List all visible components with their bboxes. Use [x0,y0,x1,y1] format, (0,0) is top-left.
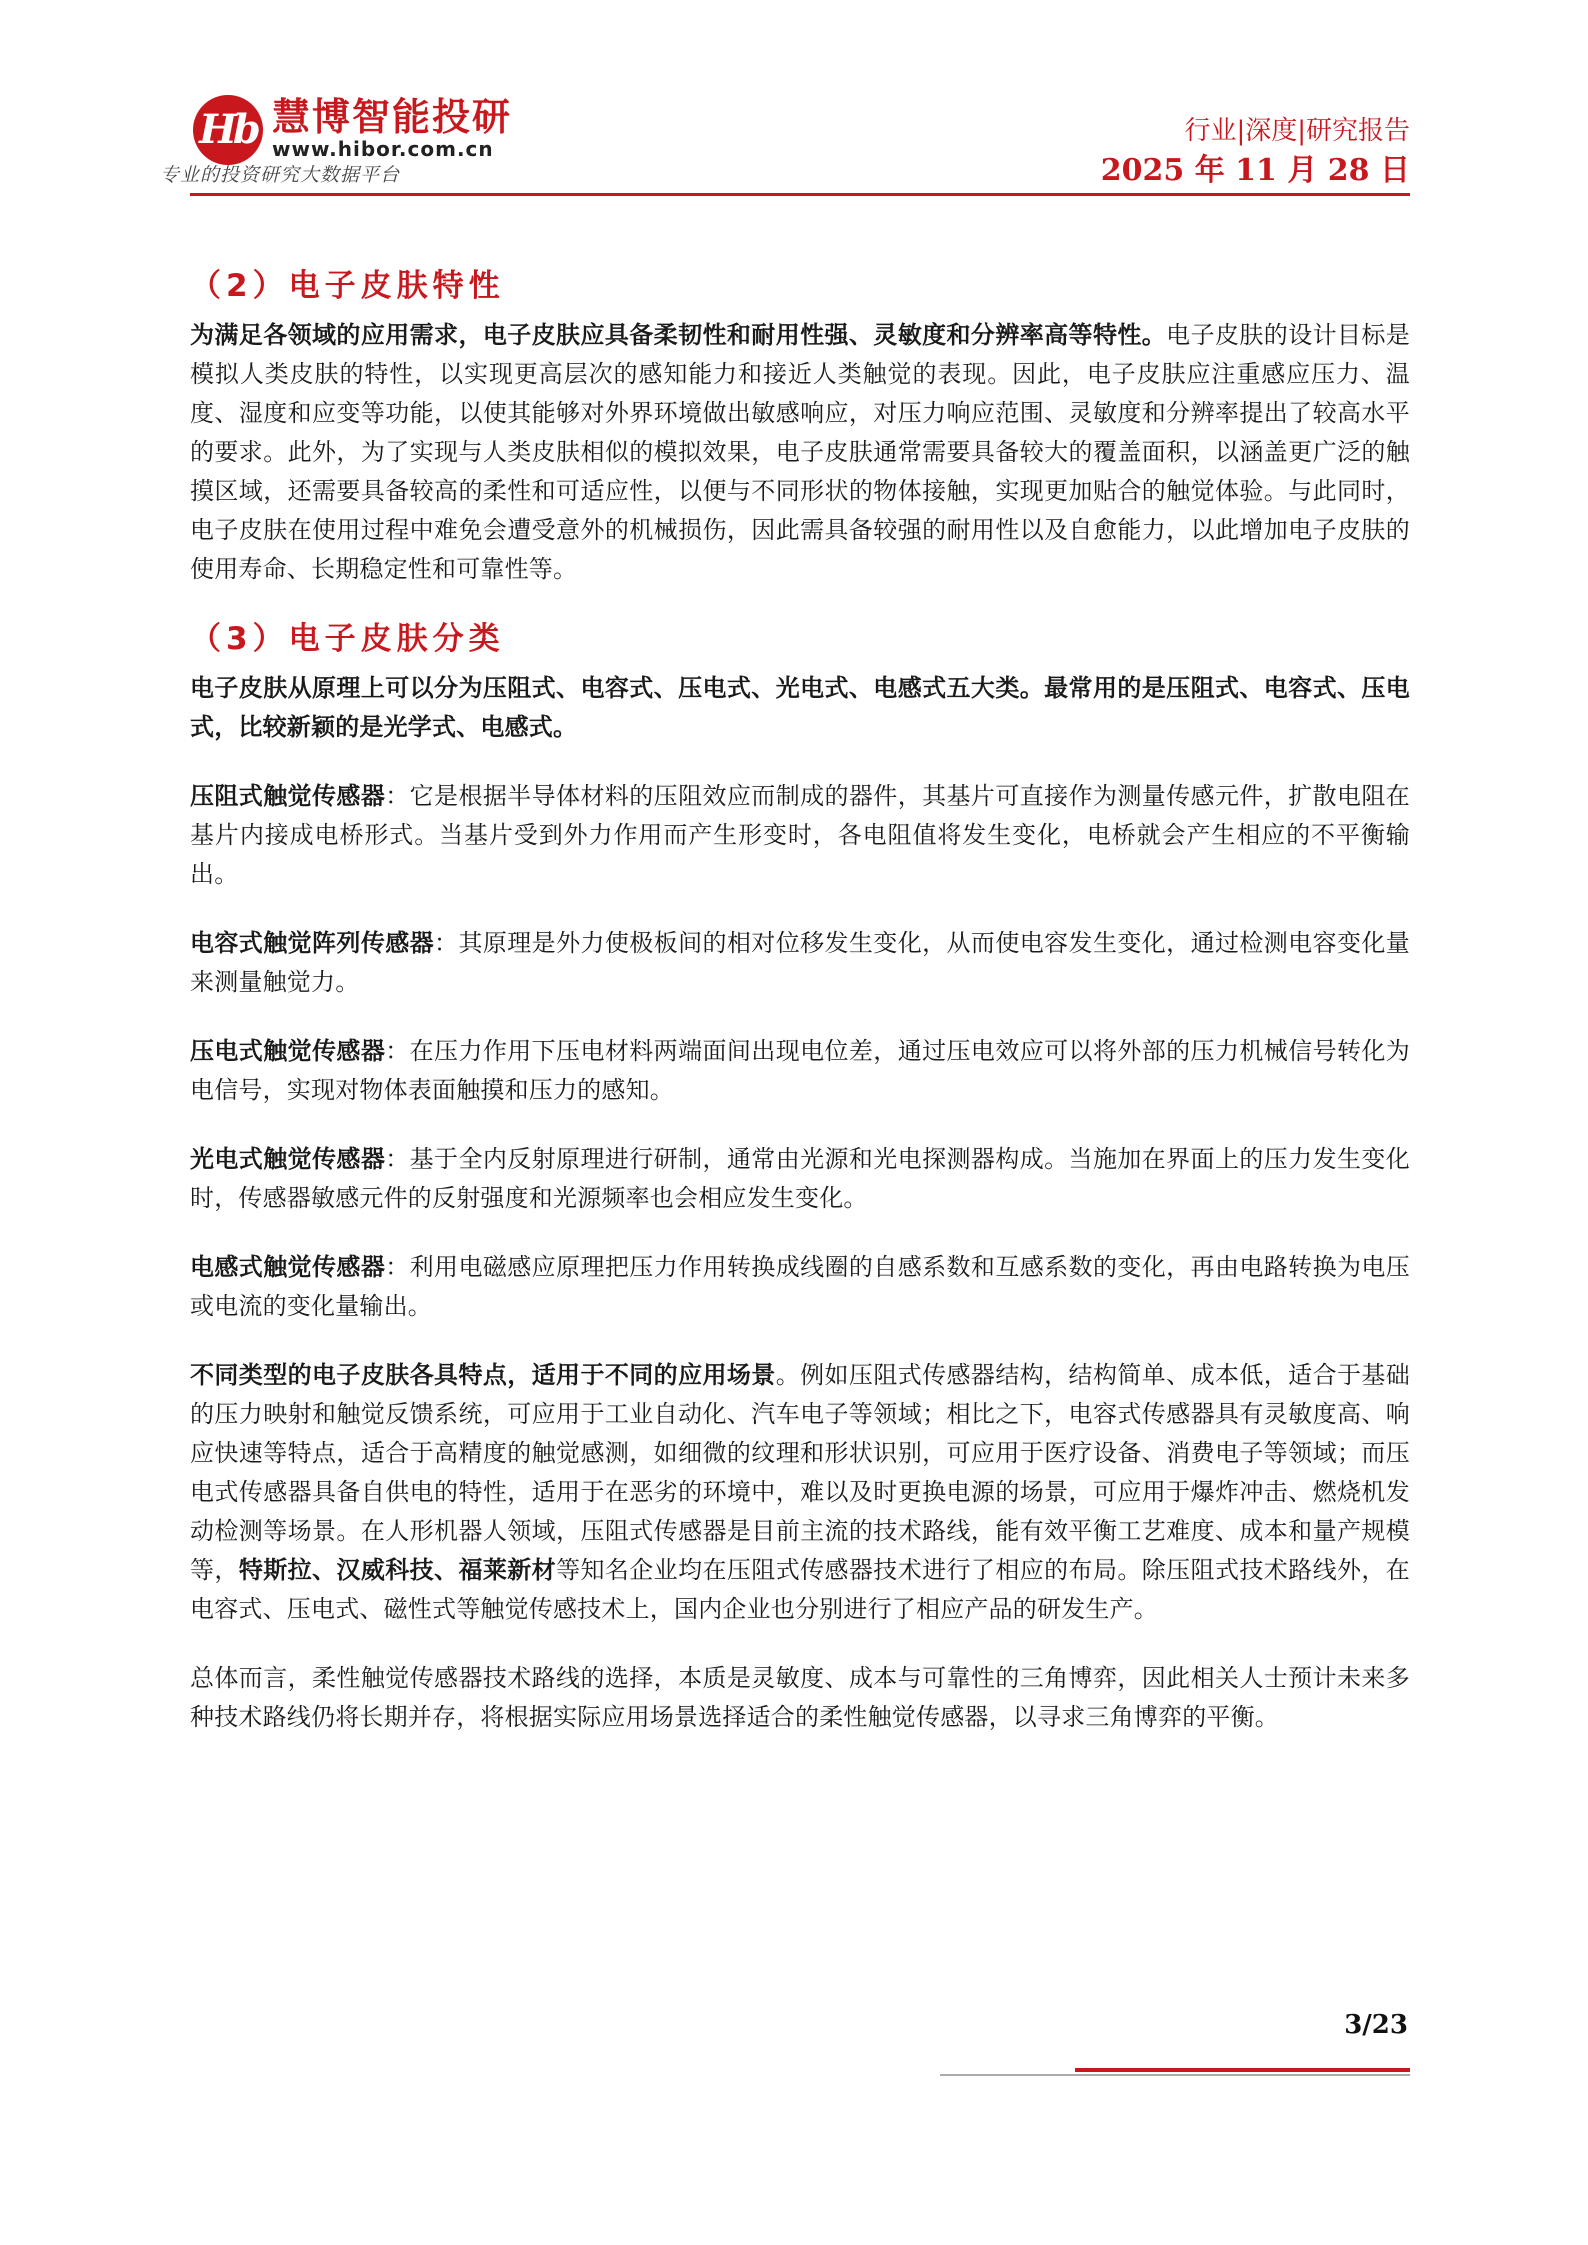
logo-url: www.hibor.com.cn [272,137,494,161]
term-text: ：利用电磁感应原理把压力作用转换成线圈的自感系数和互感系数的变化，再由电路转换为电压或电流的变化量输出。 [190,1253,1410,1320]
header-divider [190,193,1410,196]
paragraph-text-cont: 等知名企业均在压阻式传感器技术进行了相应的布局。除压阻式技术路线外，在电容式、压电式、磁性式等触觉传感技术上，国内企业也分别进行了相应产品的研发生产。 [190,1556,1410,1623]
term-label: 压阻式触觉传感器 [190,782,386,810]
term-label: 电感式触觉传感器 [190,1253,386,1281]
term-text: ：它是根据半导体材料的压阻效应而制成的器件，其基片可直接作为测量传感元件，扩散电阻在基片内接成电桥形式。当基片受到外力作用而产生形变时，各电阻值将发生变化，电桥就会产生相应的不平衡输出。 [190,782,1410,888]
footer-divider-red [1075,2068,1410,2072]
paragraph-photoelectric [190,1140,1410,1218]
paragraph-text: 电子皮肤的设计目标是模拟人类皮肤的特性，以实现更高层次的感知能力和接近人类触觉的表现。因此，电子皮肤应注重感应压力、温度、湿度和应变等功能，以使其能够对外界环境做出敏感响应，对压力响应范围、灵敏度和分辨率提出了较高水平的要求。此外，为了实现与人类皮肤相似的模拟效果，电子皮肤通常需要具备较大的覆盖面积，以涵盖更广泛的触摸区域，还需要具备较高的柔性和可适应性，以便与不同形状的物体接触，实现更加贴合的触觉体验。与此同时，电子皮肤在使用过程中难免会遭受意外的机械损伤，因此需具备较强的耐用性以及自愈能力，以此增加电子皮肤的使用寿命、长期稳定性和可靠性等。 [190,321,1411,583]
company-names: 特斯拉、汉威科技、福莱新材 [238,1556,557,1584]
hibor-logo-icon: Hb [193,95,263,165]
paragraph-classification-intro: 电子皮肤从原理上可以分为压阻式、电容式、压电式、光电式、电感式五大类。最常用的是压阻式、电容式、压电式，比较新颖的是光学式、电感式。 [190,674,1410,741]
paragraph-text: 。例如压阻式传感器结构，结构简单、成本低，适合于基础的压力映射和触觉反馈系统，可应用于工业自动化、汽车电子等领域；相比之下，电容式传感器具有灵敏度高、响应快速等特点，适合于高精度的触觉感测，如细微的纹理和形状识别，可应用于医疗设备、消费电子等领域；而压电式传感器具备自供电的特性，适用于在恶劣的环境中，难以及时更换电源的场景，可应用于爆炸冲击、燃烧机发动检测等场景。在人形机器人领域，压阻式传感器是目前主流的技术路线，能有效平衡工艺难度、成本和量产规模等， [190,1361,1410,1584]
term-text: ：在压力作用下压电材料两端面间出现电位差，通过压电效应可以将外部的压力机械信号转化为电信号，实现对物体表面触摸和压力的感知。 [190,1037,1410,1104]
paragraph-conclusion: 总体而言，柔性触觉传感器技术路线的选择，本质是灵敏度、成本与可靠性的三角博弈，因此相关人士预计未来多种技术路线仍将长期并存，将根据实际应用场景选择适合的柔性触觉传感器，以寻求三角博弈的平衡。 [190,1664,1410,1731]
paragraph-piezoresistive [190,777,1410,894]
term-label: 压电式触觉传感器 [190,1037,386,1065]
section-title-classification: （3）电子皮肤分类 [190,621,505,657]
paragraph-lead: 为满足各领域的应用需求，电子皮肤应具备柔韧性和耐用性强、灵敏度和分辨率高等特性。 [190,321,1167,349]
paragraph-characteristics [190,316,1410,589]
paragraph-lead: 不同类型的电子皮肤各具特点，适用于不同的应用场景 [190,1361,776,1389]
page-header [0,0,1588,200]
term-label: 光电式触觉传感器 [190,1145,386,1173]
document-body [190,266,1410,1737]
footer-divider-gray [940,2074,1410,2076]
term-text: ：其原理是外力使极板间的相对位移发生变化，从而使电容发生变化，通过检测电容变化量来测量触觉力。 [190,929,1411,996]
term-label: 电容式触觉阵列传感器 [190,929,435,957]
term-text: ：基于全内反射原理进行研制，通常由光源和光电探测器构成。当施加在界面上的压力发生变化时，传感器敏感元件的反射强度和光源频率也会相应发生变化。 [190,1145,1410,1212]
section-title-characteristics: （2）电子皮肤特性 [190,268,505,304]
page-number: 3/23 [1344,2010,1408,2040]
paragraph-inductive [190,1248,1410,1326]
logo-name: 慧博智能投研 [272,95,513,139]
logo-slogan: 专业的投资研究大数据平台 [160,164,401,186]
report-date: 2025 年 11 月 28 日 [1100,153,1410,188]
paragraph-application-scenarios [190,1356,1410,1629]
paragraph-piezoelectric [190,1032,1410,1110]
paragraph-capacitive [190,924,1410,1002]
report-type: 行业|深度|研究报告 [1184,116,1410,146]
